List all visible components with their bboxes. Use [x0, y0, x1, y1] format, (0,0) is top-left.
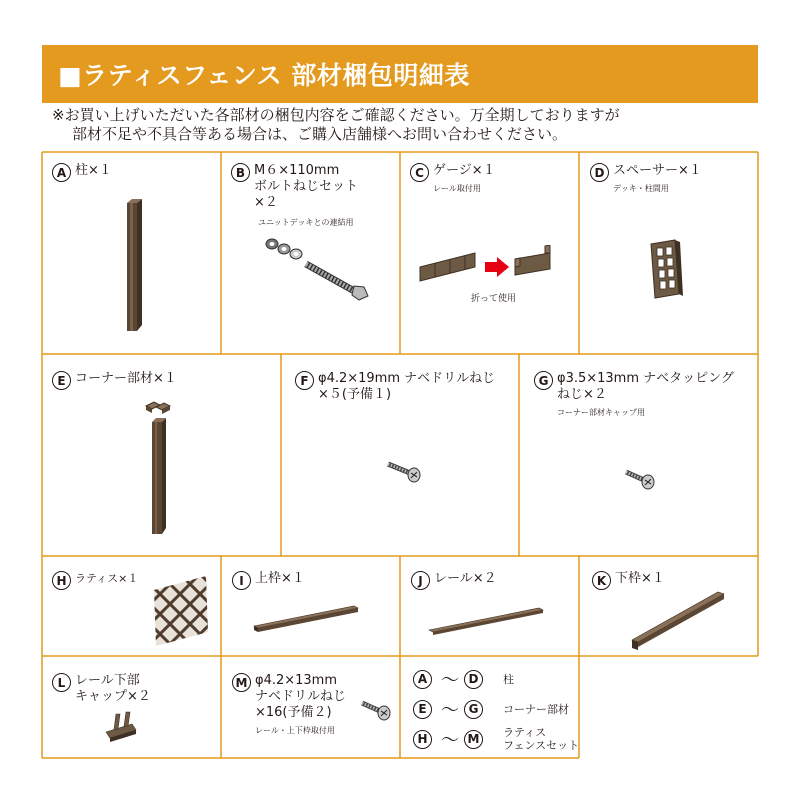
- screw-f-illustration: [384, 458, 424, 484]
- part-e-title: コーナー部材×１: [75, 371, 177, 386]
- legend-row-3: [413, 726, 579, 752]
- part-c-caption: 折って使用: [471, 294, 517, 304]
- part-h-header: [52, 571, 138, 590]
- legend-2-tilde: 〜: [441, 700, 459, 721]
- part-k-title: 下枠×１: [615, 571, 665, 586]
- part-l-title-2: キャップ×２: [75, 689, 151, 704]
- part-m-title-3: ×16(予備２): [255, 705, 332, 720]
- part-d-badge: D: [590, 163, 609, 182]
- part-m-title-1: φ4.2×13mm: [255, 673, 338, 688]
- part-f-badge: F: [295, 371, 314, 390]
- part-j-title: レール×２: [434, 571, 497, 586]
- legend-3-tilde: 〜: [441, 730, 459, 751]
- legend-row-2: [413, 696, 569, 722]
- arrow-icon: [485, 257, 509, 277]
- part-i-title: 上枠×１: [255, 571, 305, 586]
- title-banner: [42, 45, 758, 103]
- part-d-note: デッキ・柱間用: [613, 184, 669, 193]
- part-c-header: [410, 163, 496, 197]
- legend-1-to: D: [464, 670, 483, 689]
- part-b-badge: B: [231, 163, 250, 182]
- legend-2-from: E: [413, 700, 432, 719]
- part-c-badge: C: [410, 163, 429, 182]
- part-m-note: レール・上下枠取付用: [255, 726, 335, 735]
- part-i-header: [232, 571, 305, 590]
- part-l-badge: L: [52, 673, 71, 692]
- legend-row-1: [413, 666, 514, 692]
- part-e-badge: E: [52, 371, 71, 390]
- part-c-note: レール取付用: [433, 184, 481, 193]
- part-g-header: [534, 371, 734, 421]
- legend-2-to: G: [464, 700, 483, 719]
- part-f-title-2: ×５(予備１): [318, 387, 392, 402]
- post-illustration: [118, 195, 148, 335]
- screw-g-illustration: [622, 466, 658, 492]
- part-b-title-2: ボルトねじセット: [254, 179, 359, 194]
- notice-line-1: ※お買い上げいただいた各部材の梱包内容をご確認ください。万全期しておりますが: [52, 106, 620, 124]
- corner-illustration: [140, 398, 180, 538]
- part-h-badge: H: [52, 571, 71, 590]
- legend-1-from: A: [413, 670, 432, 689]
- part-e-header: [52, 371, 177, 390]
- part-l-title-1: レール下部: [75, 673, 140, 688]
- part-b-header: [231, 163, 358, 211]
- legend-1-tilde: 〜: [441, 670, 459, 691]
- part-m-title-2: ナベドリルねじ: [255, 689, 347, 704]
- notice-line-2: 部材不足や不具合等ある場合は、ご購入店舗様へお問い合わせください。: [72, 125, 568, 143]
- part-g-title-1: φ3.5×13mm ナベタッピング: [557, 371, 734, 386]
- legend-3-label-2: フェンスセット: [503, 739, 580, 752]
- page-title: ■ラティスフェンス 部材梱包明細表: [58, 61, 470, 90]
- part-k-badge: K: [592, 571, 611, 590]
- screw-m-illustration: [358, 697, 394, 723]
- legend-3-from: H: [413, 730, 432, 749]
- part-j-header: [411, 571, 497, 590]
- part-f-header: [295, 371, 495, 403]
- part-h-title: ラティス×１: [75, 572, 139, 585]
- legend-1-label: 柱: [503, 673, 514, 686]
- part-g-title-2: ねじ×２: [557, 387, 607, 402]
- bolt-set-illustration: [258, 232, 378, 307]
- gauge-illustration: [415, 245, 565, 290]
- part-c-title: ゲージ×１: [433, 163, 496, 178]
- part-d-header: [590, 163, 702, 197]
- spacer-illustration: [648, 238, 688, 302]
- part-g-badge: G: [534, 371, 553, 390]
- part-a-header: [52, 163, 112, 182]
- part-g-note: コーナー部材キャップ用: [557, 408, 645, 417]
- legend-3-label-1: ラティス: [503, 726, 547, 739]
- part-l-header: [52, 673, 151, 705]
- bottom-frame-illustration: [628, 588, 728, 652]
- part-a-title: 柱×１: [75, 163, 112, 178]
- legend-3-to: M: [464, 730, 483, 749]
- top-frame-illustration: [250, 598, 362, 638]
- part-d-title: スペーサー×１: [613, 163, 702, 178]
- lattice-illustration: [150, 574, 212, 648]
- part-b-title-3: ×２: [254, 195, 278, 210]
- part-j-badge: J: [411, 571, 430, 590]
- part-m-header: [232, 673, 346, 739]
- notice-text: [52, 106, 620, 144]
- rail-cap-illustration: [102, 710, 142, 744]
- part-i-badge: I: [232, 571, 251, 590]
- part-b-note: ユニットデッキとの連結用: [258, 218, 354, 227]
- rail-illustration: [425, 600, 549, 640]
- legend-2-label: コーナー部材: [503, 703, 569, 716]
- part-f-title-1: φ4.2×19mm ナベドリルねじ: [318, 371, 496, 386]
- part-a-badge: A: [52, 163, 71, 182]
- part-m-badge: M: [232, 673, 251, 692]
- part-b-title-1: M６×110mm: [254, 163, 340, 178]
